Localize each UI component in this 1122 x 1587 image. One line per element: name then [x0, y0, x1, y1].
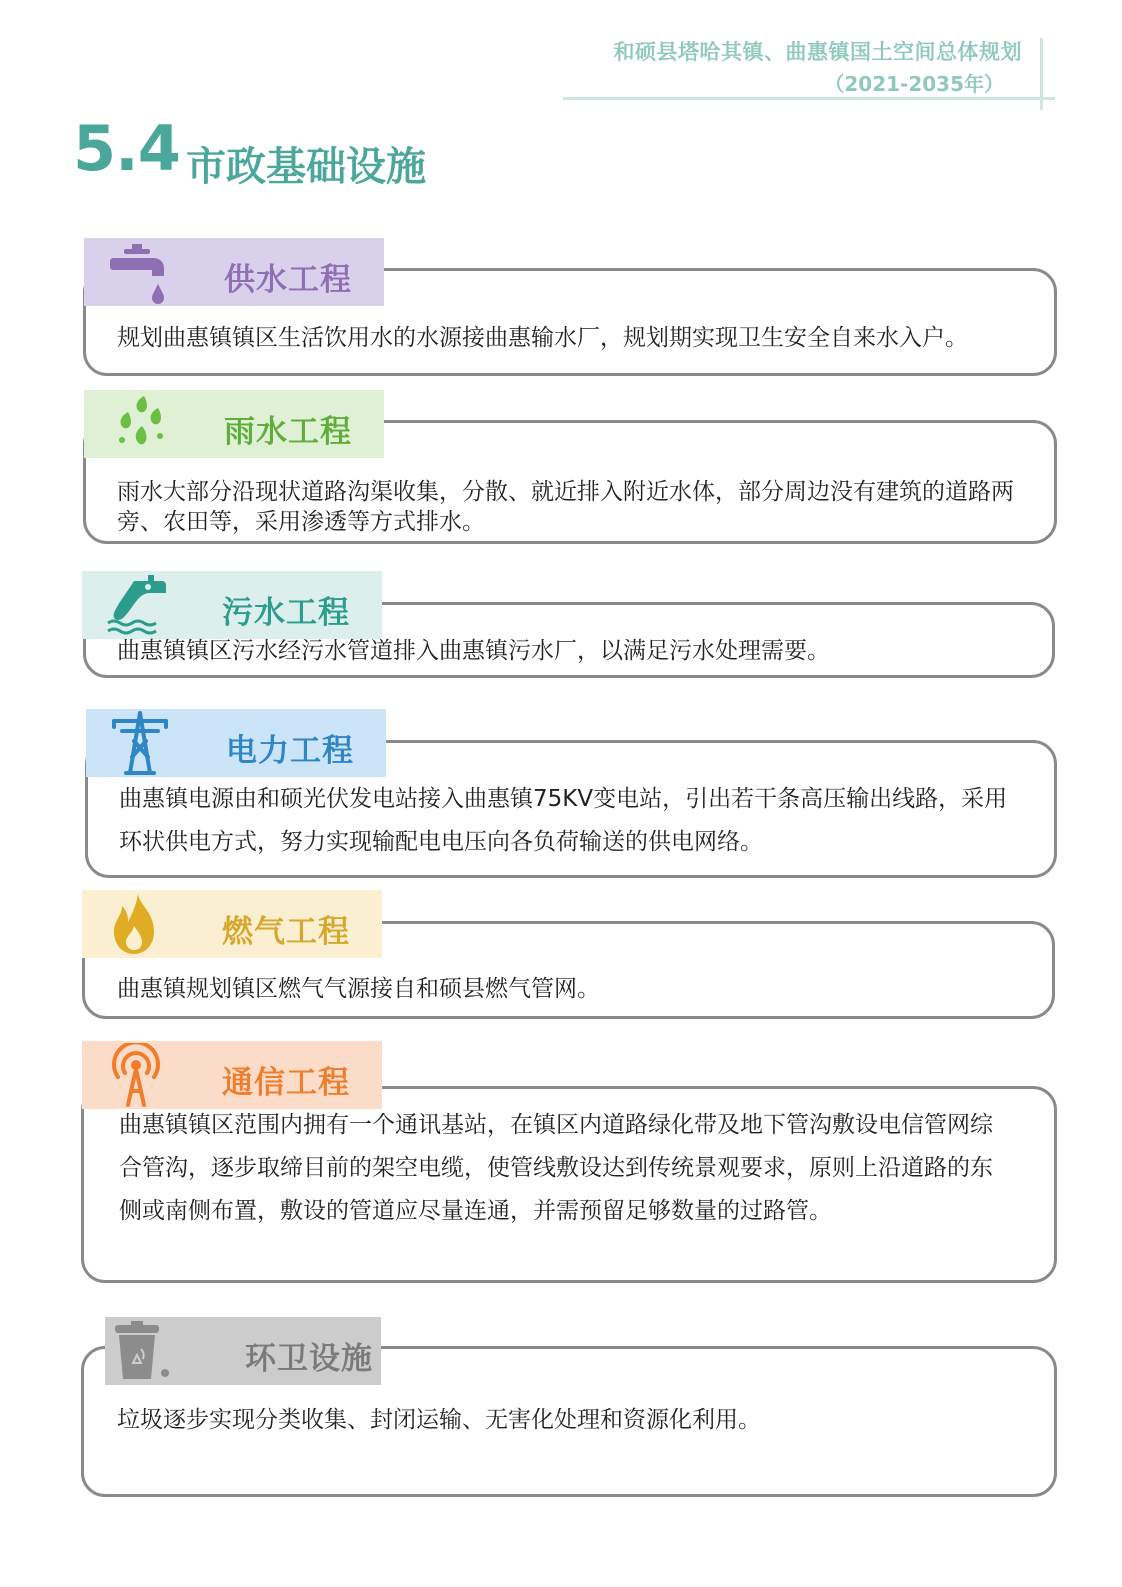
gas-text: 曲惠镇规划镇区燃气气源接自和硕县燃气管网。	[117, 976, 600, 1002]
sewage-title: 污水工程	[222, 595, 350, 631]
header-divider	[563, 97, 1055, 100]
sanitation-text: 垃圾逐步实现分类收集、封闭运输、无害化处理和资源化利用。	[117, 1407, 761, 1433]
section-title: 市政基础设施	[186, 144, 426, 190]
power-tab	[86, 709, 386, 777]
rainwater-title: 雨水工程	[224, 414, 352, 450]
water-supply-text: 规划曲惠镇镇区生活饮用水的水源接曲惠输水厂，规划期实现卫生安全自来水入户。	[117, 325, 968, 351]
water-tap-icon	[106, 240, 170, 304]
sewage-pipe-icon	[104, 573, 168, 637]
gas-tab	[82, 890, 382, 958]
telecom-title: 通信工程	[222, 1065, 350, 1101]
header-vertical-rule	[1040, 38, 1043, 110]
sanitation-tab	[105, 1317, 381, 1385]
flame-icon	[104, 892, 168, 956]
sewage-text: 曲惠镇镇区污水经污水管道排入曲惠镇污水厂，以满足污水处理需要。	[117, 638, 830, 664]
document-header	[614, 36, 1023, 97]
raindrops-icon	[106, 392, 170, 456]
sewage-tab	[82, 571, 382, 639]
water-supply-tab	[84, 238, 384, 306]
rainwater-text: 雨水大部分沿现状道路沟渠收集，分散、就近排入附近水体，部分周边没有建筑的道路两 旁、农田等，采用渗透等方式排水。	[117, 479, 1014, 535]
trash-bin-icon	[109, 1319, 173, 1383]
plan-period: （2021-2035年）	[824, 72, 1004, 96]
water-supply-title: 供水工程	[224, 262, 352, 298]
power-text: 曲惠镇电源由和硕光伏发电站接入曲惠镇75KV变电站，引出若干条高压输出线路，采用 环状供电方式，努力实现输配电电压向各负荷输送的供电网络。	[119, 786, 1008, 855]
rainwater-tab	[84, 390, 384, 458]
telecom-tab	[82, 1041, 382, 1109]
gas-title: 燃气工程	[222, 914, 350, 950]
plan-title: 和硕县塔哈其镇、曲惠镇国土空间总体规划	[613, 40, 1022, 64]
signal-tower-icon	[104, 1043, 168, 1107]
sanitation-title: 环卫设施	[245, 1341, 373, 1377]
section-number: 5.4	[73, 112, 180, 185]
telecom-text: 曲惠镇镇区范围内拥有一个通讯基站，在镇区内道路绿化带及地下管沟敷设电信管网综 合管沟，逐步取缔目前的架空电缆，使管线敷设达到传统景观要求，原则上沿道路的东 侧或南侧布置，敷设的管道应尽量连通，并需预留足够数量的过路管。	[119, 1112, 993, 1224]
power-tower-icon	[108, 711, 172, 775]
power-title: 电力工程	[226, 733, 354, 769]
